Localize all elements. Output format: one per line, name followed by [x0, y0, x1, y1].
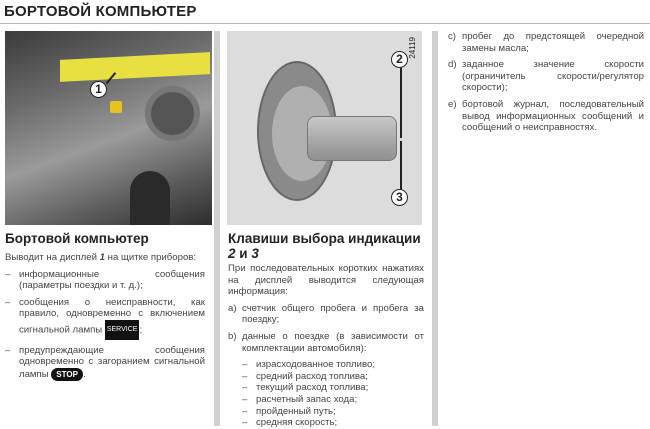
list-item: – предупреждающие сообщения одновременно с загоранием сигнальной лампы STOP .	[5, 344, 205, 380]
service-lamp-icon: SERVICE	[105, 320, 140, 340]
intro-text: Выводит на дисплей	[5, 252, 100, 263]
stop-lamp-icon: STOP	[51, 368, 83, 382]
ref-1: 1	[99, 252, 105, 263]
list-item: b) данные о поездке (в зависимости от комплектации автомобиля):	[228, 330, 424, 354]
callout-1: 1	[90, 81, 107, 98]
intro-text: на щитке приборов:	[104, 252, 197, 263]
column-bar	[214, 31, 220, 426]
sub-item: – израсходованное топливо;	[242, 359, 375, 371]
figure-code: 24119	[408, 37, 417, 59]
callout-leader	[400, 68, 402, 138]
dashboard-photo	[5, 31, 212, 225]
list-item: a) счетчик общего пробега и пробега за поездку;	[228, 302, 424, 326]
middle-text	[228, 263, 424, 429]
column-bar	[432, 31, 438, 426]
gear-lever	[130, 171, 170, 225]
callout-leader	[400, 141, 402, 193]
sub-item: – текущий расход топлива;	[242, 382, 369, 394]
intro-text: При последовательных коротких нажатиях на дисплей выводится следующая информация:	[228, 263, 424, 298]
title-divider	[0, 23, 650, 24]
stalk-diagram	[227, 31, 422, 225]
page-title: БОРТОВОЙ КОМПЬЮТЕР	[4, 3, 197, 20]
hazard-knob	[110, 101, 122, 113]
sub-item: – расчетный запас хода;	[242, 393, 358, 405]
sub-item: – пройденный путь;	[242, 405, 336, 417]
display-strip	[60, 52, 210, 82]
list-item: d) заданное значение скорости (ограничитель скорости/регулятор скорости);	[448, 59, 644, 94]
sub-list	[228, 359, 424, 429]
list-item: e) бортовой журнал, последовательный вывод информационных сообщений и сообщений о неисправностях.	[448, 98, 644, 134]
right-text	[448, 31, 644, 139]
list-item: – информационные сообщения (параметры поездки и т. д.);	[5, 268, 205, 292]
stalk	[307, 116, 397, 161]
section-heading: Клавиши выбора индикации 2 и 3	[228, 231, 421, 261]
list-item: – сообщения о неисправности, как правило, одновременно с включением сигнальной лампы SERVICE ;	[5, 297, 205, 340]
sub-item: – средняя скорость;	[242, 417, 338, 429]
sub-item: – средний расход топлива;	[242, 370, 368, 382]
callout-3: 3	[391, 189, 408, 206]
list-item: c) пробег до предстоящей очередной замены масла;	[448, 31, 644, 54]
left-text	[5, 252, 205, 386]
vent	[145, 86, 200, 141]
callout-2: 2	[391, 51, 408, 68]
section-heading: Бортовой компьютер	[5, 231, 149, 246]
